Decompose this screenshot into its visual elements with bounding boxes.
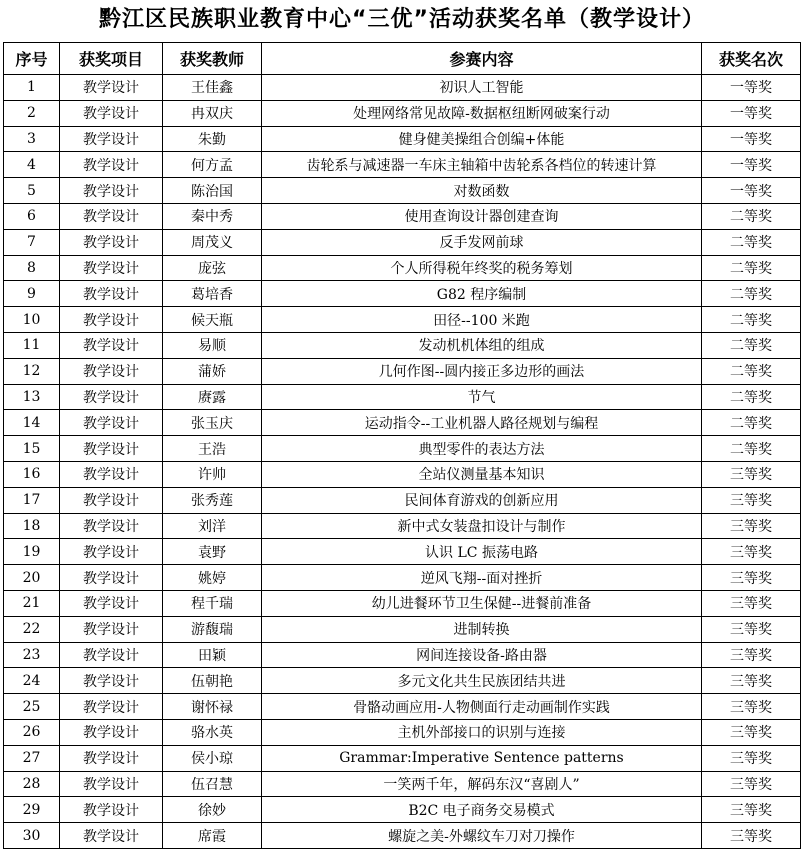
table-row: [4, 797, 801, 823]
cell-award-rank: 二等奖: [702, 229, 801, 255]
table-row: [4, 152, 801, 178]
cell-serial-number: 19: [4, 539, 60, 565]
cell-serial-number: 27: [4, 745, 60, 771]
cell-serial-number: 21: [4, 590, 60, 616]
cell-entry-content: 初识人工智能: [262, 75, 702, 101]
cell-award-project: 教学设计: [60, 461, 163, 487]
cell-award-rank: 二等奖: [702, 307, 801, 333]
cell-award-rank: 二等奖: [702, 436, 801, 462]
cell-entry-content: 民间体育游戏的创新应用: [262, 487, 702, 513]
cell-entry-content: 齿轮系与减速器一车床主轴箱中齿轮系各档位的转速计算: [262, 152, 702, 178]
table-row: [4, 642, 801, 668]
table-row: [4, 436, 801, 462]
cell-serial-number: 8: [4, 255, 60, 281]
cell-award-rank: 二等奖: [702, 358, 801, 384]
cell-award-project: 教学设计: [60, 203, 163, 229]
cell-award-rank: 一等奖: [702, 178, 801, 204]
cell-award-teacher: 朱勤: [163, 126, 262, 152]
cell-award-teacher: 葛培香: [163, 281, 262, 307]
cell-entry-content: 网间连接设备-路由器: [262, 642, 702, 668]
cell-award-project: 教学设计: [60, 745, 163, 771]
cell-entry-content: 主机外部接口的识别与连接: [262, 719, 702, 745]
header-award-project: 获奖项目: [60, 43, 163, 75]
cell-entry-content: 骨骼动画应用-人物侧面行走动画制作实践: [262, 694, 702, 720]
cell-entry-content: 发动机机体组的组成: [262, 332, 702, 358]
cell-award-rank: 三等奖: [702, 513, 801, 539]
cell-entry-content: 处理网络常见故障-数据枢纽断网破案行动: [262, 100, 702, 126]
table-row: [4, 590, 801, 616]
cell-award-teacher: 侯小琼: [163, 745, 262, 771]
cell-award-rank: 一等奖: [702, 100, 801, 126]
cell-serial-number: 16: [4, 461, 60, 487]
table-row: [4, 75, 801, 101]
cell-serial-number: 17: [4, 487, 60, 513]
cell-award-teacher: 何方孟: [163, 152, 262, 178]
cell-serial-number: 14: [4, 410, 60, 436]
cell-entry-content: 个人所得税年终奖的税务筹划: [262, 255, 702, 281]
cell-award-rank: 三等奖: [702, 797, 801, 823]
table-header-row: [4, 43, 801, 75]
table-row: [4, 487, 801, 513]
award-list-table: [3, 42, 801, 849]
cell-serial-number: 1: [4, 75, 60, 101]
cell-award-teacher: 姚婷: [163, 565, 262, 591]
cell-award-teacher: 候天瓶: [163, 307, 262, 333]
cell-serial-number: 13: [4, 384, 60, 410]
cell-serial-number: 6: [4, 203, 60, 229]
cell-award-teacher: 冉双庆: [163, 100, 262, 126]
cell-award-rank: 二等奖: [702, 384, 801, 410]
cell-serial-number: 18: [4, 513, 60, 539]
cell-serial-number: 2: [4, 100, 60, 126]
cell-entry-content: 健身健美操组合创编+体能: [262, 126, 702, 152]
cell-serial-number: 30: [4, 823, 60, 849]
cell-award-project: 教学设计: [60, 642, 163, 668]
cell-serial-number: 10: [4, 307, 60, 333]
cell-entry-content: G82 程序编制: [262, 281, 702, 307]
cell-award-project: 教学设计: [60, 668, 163, 694]
header-award-rank: 获奖名次: [702, 43, 801, 75]
cell-award-project: 教学设计: [60, 332, 163, 358]
cell-award-rank: 一等奖: [702, 126, 801, 152]
cell-award-teacher: 蒲娇: [163, 358, 262, 384]
cell-entry-content: 幼儿进餐环节卫生保健--进餐前准备: [262, 590, 702, 616]
cell-award-project: 教学设计: [60, 126, 163, 152]
cell-award-rank: 三等奖: [702, 719, 801, 745]
cell-award-rank: 二等奖: [702, 332, 801, 358]
table-row: [4, 461, 801, 487]
cell-entry-content: 田径--100 米跑: [262, 307, 702, 333]
cell-award-rank: 三等奖: [702, 461, 801, 487]
cell-award-rank: 三等奖: [702, 565, 801, 591]
cell-award-teacher: 许帅: [163, 461, 262, 487]
cell-award-project: 教学设计: [60, 100, 163, 126]
cell-serial-number: 20: [4, 565, 60, 591]
cell-award-teacher: 赓露: [163, 384, 262, 410]
cell-award-rank: 三等奖: [702, 590, 801, 616]
cell-entry-content: 典型零件的表达方法: [262, 436, 702, 462]
cell-award-project: 教学设计: [60, 590, 163, 616]
cell-award-teacher: 伍朝艳: [163, 668, 262, 694]
cell-entry-content: 运动指令--工业机器人路径规划与编程: [262, 410, 702, 436]
cell-entry-content: 一笑两千年，解码东汉“喜剧人”: [262, 771, 702, 797]
cell-award-project: 教学设计: [60, 152, 163, 178]
cell-serial-number: 9: [4, 281, 60, 307]
table-row: [4, 332, 801, 358]
cell-serial-number: 29: [4, 797, 60, 823]
cell-award-rank: 三等奖: [702, 771, 801, 797]
cell-entry-content: 反手发网前球: [262, 229, 702, 255]
cell-award-project: 教学设计: [60, 823, 163, 849]
table-row: [4, 823, 801, 849]
cell-entry-content: 新中式女装盘扣设计与制作: [262, 513, 702, 539]
cell-award-rank: 三等奖: [702, 745, 801, 771]
cell-award-teacher: 席霞: [163, 823, 262, 849]
cell-award-rank: 二等奖: [702, 410, 801, 436]
cell-award-project: 教学设计: [60, 410, 163, 436]
cell-serial-number: 3: [4, 126, 60, 152]
cell-serial-number: 25: [4, 694, 60, 720]
cell-serial-number: 28: [4, 771, 60, 797]
cell-award-rank: 三等奖: [702, 539, 801, 565]
cell-entry-content: 对数函数: [262, 178, 702, 204]
cell-award-teacher: 王浩: [163, 436, 262, 462]
cell-award-teacher: 张玉庆: [163, 410, 262, 436]
cell-award-project: 教学设计: [60, 616, 163, 642]
table-row: [4, 513, 801, 539]
cell-award-project: 教学设计: [60, 281, 163, 307]
cell-award-teacher: 伍召慧: [163, 771, 262, 797]
cell-award-rank: 一等奖: [702, 75, 801, 101]
cell-award-rank: 三等奖: [702, 694, 801, 720]
cell-award-rank: 三等奖: [702, 616, 801, 642]
table-row: [4, 668, 801, 694]
cell-entry-content: Grammar:Imperative Sentence patterns: [262, 745, 702, 771]
table-body: [4, 75, 801, 849]
cell-serial-number: 22: [4, 616, 60, 642]
cell-award-teacher: 秦中秀: [163, 203, 262, 229]
cell-serial-number: 26: [4, 719, 60, 745]
cell-award-project: 教学设计: [60, 255, 163, 281]
cell-award-teacher: 谢怀禄: [163, 694, 262, 720]
cell-award-teacher: 易顺: [163, 332, 262, 358]
table-row: [4, 229, 801, 255]
table-row: [4, 126, 801, 152]
table-row: [4, 358, 801, 384]
cell-award-project: 教学设计: [60, 75, 163, 101]
cell-entry-content: 使用查询设计器创建查询: [262, 203, 702, 229]
cell-award-project: 教学设计: [60, 797, 163, 823]
cell-entry-content: 多元文化共生民族团结共进: [262, 668, 702, 694]
cell-serial-number: 4: [4, 152, 60, 178]
cell-entry-content: 全站仪测量基本知识: [262, 461, 702, 487]
table-row: [4, 745, 801, 771]
cell-award-rank: 二等奖: [702, 255, 801, 281]
header-serial-number: 序号: [4, 43, 60, 75]
header-entry-content: 参赛内容: [262, 43, 702, 75]
table-row: [4, 203, 801, 229]
cell-serial-number: 24: [4, 668, 60, 694]
cell-serial-number: 11: [4, 332, 60, 358]
cell-award-teacher: 徐妙: [163, 797, 262, 823]
cell-award-teacher: 庞弦: [163, 255, 262, 281]
document-title: 黔江区民族职业教育中心“三优”活动获奖名单（教学设计）: [99, 7, 705, 32]
cell-award-teacher: 程千瑞: [163, 590, 262, 616]
cell-award-project: 教学设计: [60, 539, 163, 565]
cell-award-rank: 三等奖: [702, 668, 801, 694]
cell-award-project: 教学设计: [60, 436, 163, 462]
cell-award-rank: 二等奖: [702, 203, 801, 229]
cell-award-teacher: 袁野: [163, 539, 262, 565]
cell-entry-content: 几何作图--圆内接正多边形的画法: [262, 358, 702, 384]
table-row: [4, 771, 801, 797]
cell-award-rank: 三等奖: [702, 642, 801, 668]
cell-award-teacher: 骆水英: [163, 719, 262, 745]
cell-entry-content: B2C 电子商务交易模式: [262, 797, 702, 823]
table-row: [4, 307, 801, 333]
cell-entry-content: 螺旋之美-外螺纹车刀对刀操作: [262, 823, 702, 849]
table-row: [4, 565, 801, 591]
table-row: [4, 616, 801, 642]
cell-award-teacher: 刘洋: [163, 513, 262, 539]
cell-entry-content: 认识 LC 振荡电路: [262, 539, 702, 565]
cell-award-project: 教学设计: [60, 358, 163, 384]
table-row: [4, 719, 801, 745]
cell-award-teacher: 游馥瑞: [163, 616, 262, 642]
header-award-teacher: 获奖教师: [163, 43, 262, 75]
table-row: [4, 539, 801, 565]
cell-serial-number: 23: [4, 642, 60, 668]
table-row: [4, 410, 801, 436]
cell-award-project: 教学设计: [60, 487, 163, 513]
cell-award-rank: 三等奖: [702, 487, 801, 513]
cell-award-teacher: 周茂义: [163, 229, 262, 255]
table-row: [4, 281, 801, 307]
cell-award-teacher: 张秀莲: [163, 487, 262, 513]
cell-entry-content: 逆风飞翔--面对挫折: [262, 565, 702, 591]
cell-award-teacher: 王佳鑫: [163, 75, 262, 101]
cell-award-project: 教学设计: [60, 229, 163, 255]
cell-serial-number: 5: [4, 178, 60, 204]
cell-award-project: 教学设计: [60, 513, 163, 539]
cell-award-teacher: 陈治国: [163, 178, 262, 204]
cell-award-project: 教学设计: [60, 694, 163, 720]
table-row: [4, 255, 801, 281]
cell-award-project: 教学设计: [60, 565, 163, 591]
cell-award-project: 教学设计: [60, 771, 163, 797]
cell-award-teacher: 田颖: [163, 642, 262, 668]
table-row: [4, 694, 801, 720]
cell-award-project: 教学设计: [60, 307, 163, 333]
cell-award-project: 教学设计: [60, 719, 163, 745]
cell-award-project: 教学设计: [60, 384, 163, 410]
cell-serial-number: 12: [4, 358, 60, 384]
cell-serial-number: 7: [4, 229, 60, 255]
cell-award-project: 教学设计: [60, 178, 163, 204]
table-row: [4, 100, 801, 126]
cell-entry-content: 进制转换: [262, 616, 702, 642]
table-row: [4, 384, 801, 410]
cell-serial-number: 15: [4, 436, 60, 462]
cell-entry-content: 节气: [262, 384, 702, 410]
cell-award-rank: 二等奖: [702, 281, 801, 307]
cell-award-rank: 一等奖: [702, 152, 801, 178]
cell-award-rank: 三等奖: [702, 823, 801, 849]
table-row: [4, 178, 801, 204]
